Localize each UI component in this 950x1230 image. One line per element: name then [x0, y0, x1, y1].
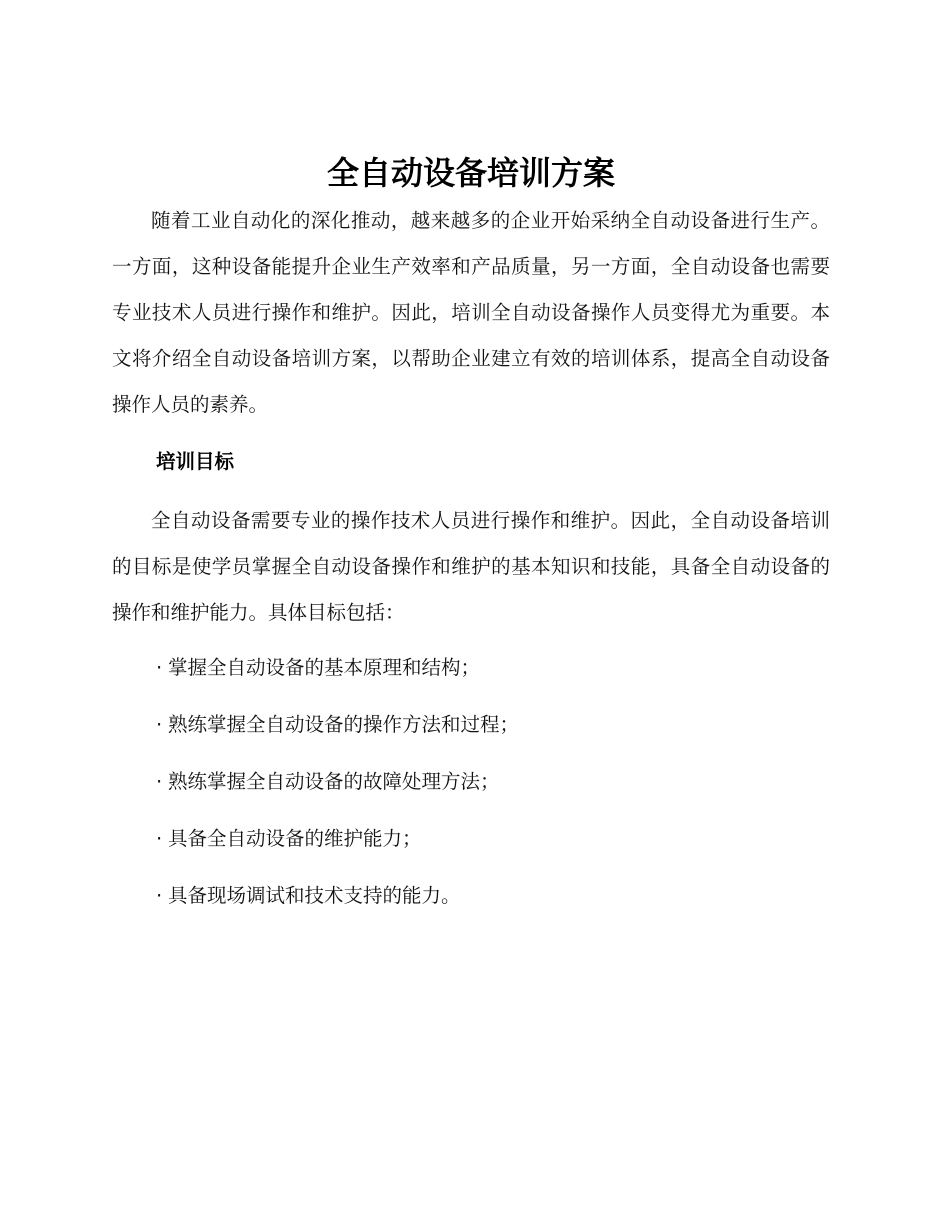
goal-text: 具备全自动设备的维护能力；: [168, 827, 422, 850]
bullet-icon: ·: [156, 713, 163, 736]
goal-text: 具备现场调试和技术支持的能力。: [168, 884, 461, 907]
bullet-icon: ·: [156, 656, 163, 679]
document-title: 全自动设备培训方案: [326, 154, 615, 192]
intro-paragraph: 随着工业自动化的深化推动，越来越多的企业开始采纳全自动设备进行生产。一方面，这种设备能提升企业生产效率和产品质量，另一方面，全自动设备也需要专业技术人员进行操作和维护。因此，培训全自动设备操作人员变得尤为重要。本文将介绍全自动设备培训方案，以帮助企业建立有效的培训体系，提高全自动设备操作人员的素养。: [112, 209, 830, 416]
section-heading-training-goals: 培训目标: [156, 450, 235, 473]
list-item: [156, 762, 830, 802]
bullet-icon: ·: [156, 770, 163, 793]
bullet-icon: ·: [156, 827, 163, 850]
document-page: [112, 148, 830, 933]
goal-text: 熟练掌握全自动设备的故障处理方法；: [168, 770, 500, 793]
training-goals-list: [112, 648, 830, 916]
bullet-icon: ·: [156, 884, 163, 907]
list-item: [156, 876, 830, 916]
training-goals-paragraph: 全自动设备需要专业的操作技术人员进行操作和维护。因此，全自动设备培训的目标是使学员掌握全自动设备操作和维护的基本知识和技能，具备全自动设备的操作和维护能力。具体目标包括：: [112, 509, 830, 624]
list-item: [156, 705, 830, 745]
goal-text: 掌握全自动设备的基本原理和结构；: [168, 656, 481, 679]
list-item: [156, 819, 830, 859]
list-item: [156, 648, 830, 688]
goal-text: 熟练掌握全自动设备的操作方法和过程；: [168, 713, 520, 736]
